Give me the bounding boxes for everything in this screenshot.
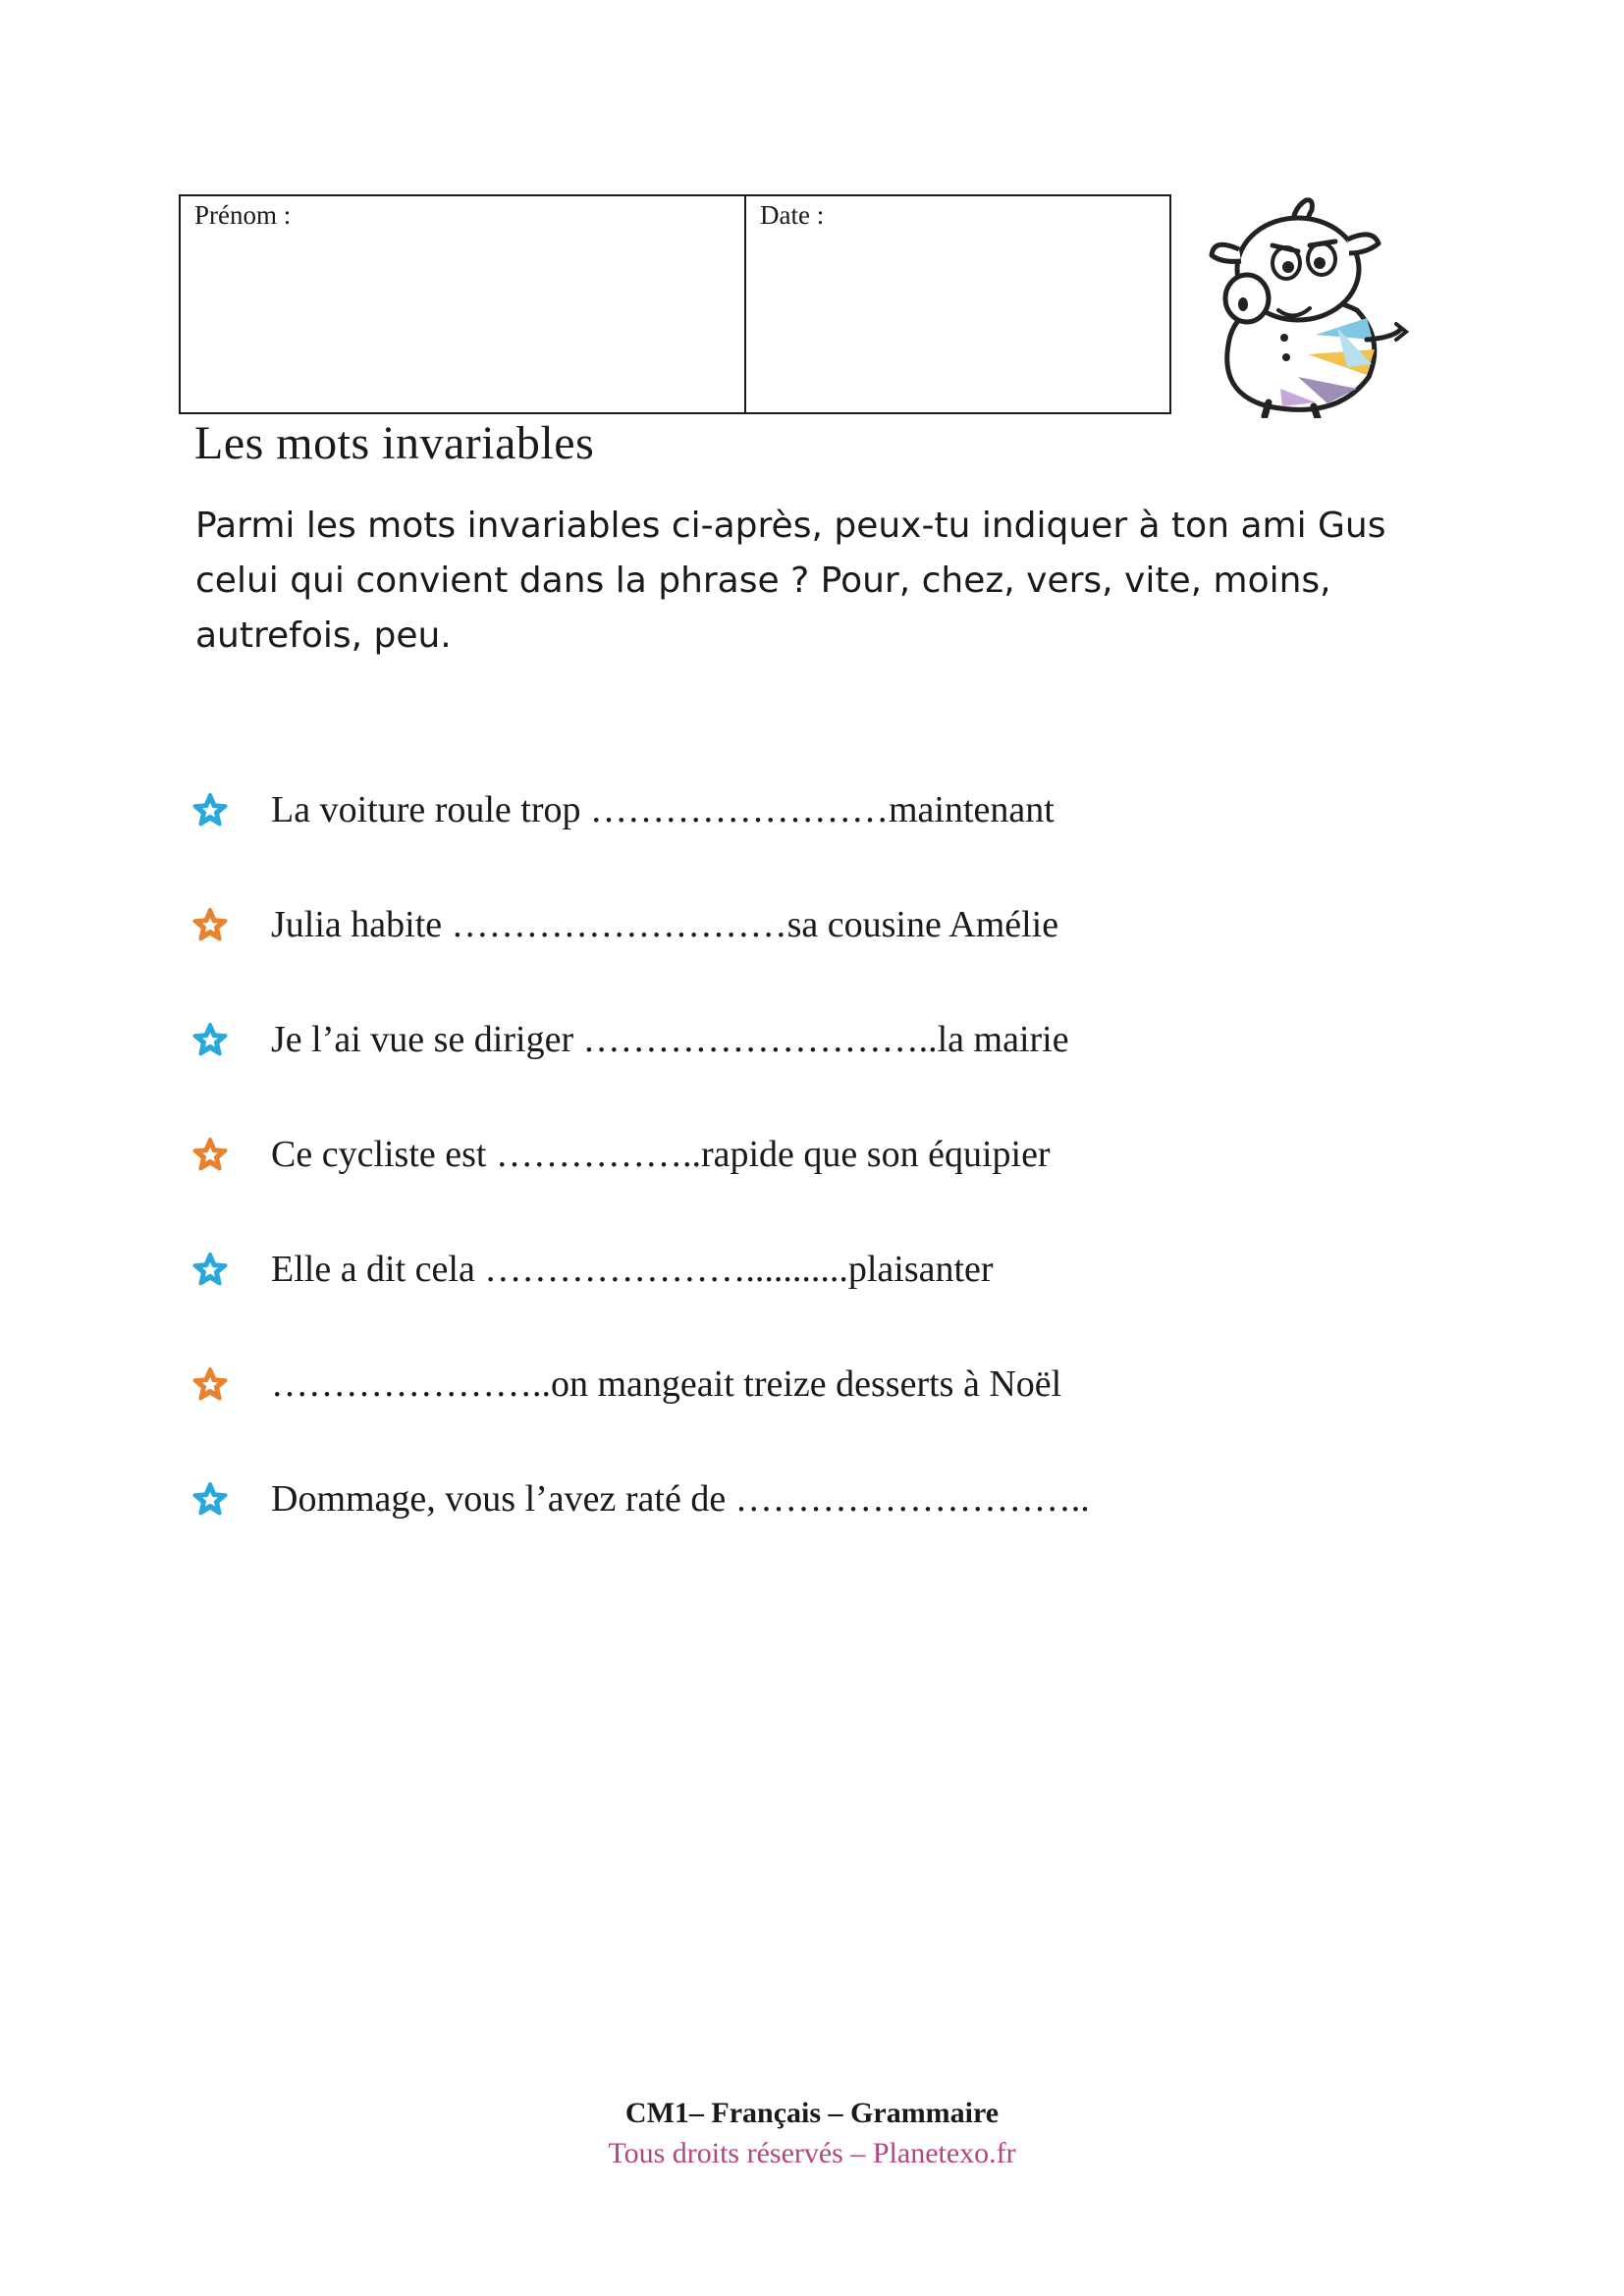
prenom-field[interactable] [181,196,746,412]
exercise-sentence[interactable]: …………………..on mangeait treize desserts à Noël [271,1362,1062,1405]
star-icon [192,1481,228,1517]
instruction-text: Parmi les mots invariables ci-après, peux-tu indiquer à ton ami Gus celui qui convient dans la phrase ? Pour, chez, vers, vite, moins, autrefois, peu. [195,506,1386,656]
exercise-sentence[interactable]: Julia habite ………………………sa cousine Amélie [271,903,1059,945]
exercise-sentence[interactable]: Dommage, vous l’avez raté de ……………………….. [271,1477,1090,1520]
page-title: Les mots invariables [194,417,595,469]
exercise-sentence[interactable]: La voiture roule trop ……………………maintenant [271,788,1055,830]
date-label: Date : [760,200,825,230]
exercise-sentence[interactable]: Elle a dit cela …………………...........plaisanter [271,1248,994,1290]
list-item [192,867,1090,982]
star-icon [192,1137,228,1172]
list-item [192,752,1090,867]
star-icon [192,907,228,942]
exercise-list [192,752,1090,1556]
student-info-box [179,194,1171,414]
star-icon [192,1252,228,1287]
star-icon [192,792,228,828]
date-field[interactable] [746,196,1169,412]
exercise-sentence[interactable]: Ce cycliste est ……………..rapide que son équipier [271,1133,1051,1175]
list-item [192,1441,1090,1556]
list-item [192,982,1090,1096]
footer-subject: CM1– Français – Grammaire [624,2097,1000,2129]
list-item [192,1326,1090,1441]
list-item [192,1211,1090,1326]
footer-copyright[interactable]: Tous droits réservés – Planetexo.fr [608,2137,1016,2169]
star-icon [192,1022,228,1057]
exercise-sentence[interactable]: Je l’ai vue se diriger ………………………..la mairie [271,1018,1069,1060]
prenom-label: Prénom : [194,200,292,230]
list-item [192,1096,1090,1211]
star-icon [192,1366,228,1402]
sheep-mascot-icon [1200,192,1416,418]
